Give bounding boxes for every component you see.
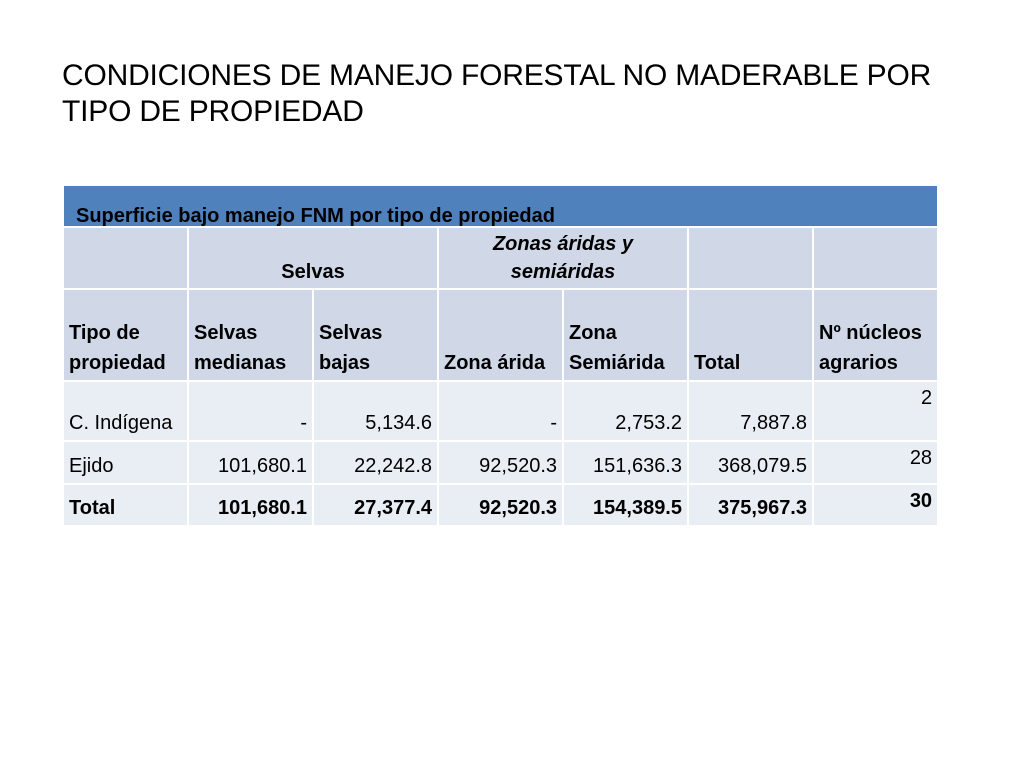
cell-total: 375,967.3 bbox=[688, 484, 813, 526]
table-row bbox=[63, 381, 938, 441]
column-header-total: Total bbox=[688, 289, 813, 381]
cell-total: 368,079.5 bbox=[688, 441, 813, 484]
cell-tipo: Ejido bbox=[63, 441, 188, 484]
cell-selvas-bajas: 22,242.8 bbox=[313, 441, 438, 484]
cell-nucleos: 2 bbox=[813, 381, 938, 441]
column-header-zona-semiarida: Zona Semiárida bbox=[563, 289, 688, 381]
cell-selvas-medianas: 101,680.1 bbox=[188, 484, 313, 526]
cell-total: 7,887.8 bbox=[688, 381, 813, 441]
cell-nucleos: 28 bbox=[813, 441, 938, 484]
group-header-zonas: Zonas áridas y semiáridas bbox=[438, 227, 688, 289]
table-row bbox=[63, 441, 938, 484]
cell-zona-semiarida: 154,389.5 bbox=[563, 484, 688, 526]
group-header-empty bbox=[813, 227, 938, 289]
cell-nucleos: 30 bbox=[813, 484, 938, 526]
table-caption: Superficie bajo manejo FNM por tipo de propiedad bbox=[63, 185, 938, 227]
slide-title: CONDICIONES DE MANEJO FORESTAL NO MADERABLE POR TIPO DE PROPIEDAD bbox=[62, 59, 932, 128]
cell-zona-arida: 92,520.3 bbox=[438, 484, 563, 526]
caption-row bbox=[63, 185, 938, 227]
column-header-zona-arida: Zona árida bbox=[438, 289, 563, 381]
cell-selvas-bajas: 5,134.6 bbox=[313, 381, 438, 441]
cell-zona-semiarida: 151,636.3 bbox=[563, 441, 688, 484]
cell-zona-arida: - bbox=[438, 381, 563, 441]
cell-selvas-medianas: 101,680.1 bbox=[188, 441, 313, 484]
cell-selvas-bajas: 27,377.4 bbox=[313, 484, 438, 526]
column-header-selvas-medianas: Selvas medianas bbox=[188, 289, 313, 381]
column-header-nucleos: Nº núcleos agrarios bbox=[813, 289, 938, 381]
group-header-empty bbox=[63, 227, 188, 289]
cell-tipo: C. Indígena bbox=[63, 381, 188, 441]
table-row-total bbox=[63, 484, 938, 526]
cell-zona-arida: 92,520.3 bbox=[438, 441, 563, 484]
cell-selvas-medianas: - bbox=[188, 381, 313, 441]
column-header-selvas-bajas: Selvas bajas bbox=[313, 289, 438, 381]
column-header-row bbox=[63, 289, 938, 381]
group-header-selvas: Selvas bbox=[188, 227, 438, 289]
column-header-tipo: Tipo de propiedad bbox=[63, 289, 188, 381]
group-header-row bbox=[63, 227, 938, 289]
cell-tipo: Total bbox=[63, 484, 188, 526]
cell-zona-semiarida: 2,753.2 bbox=[563, 381, 688, 441]
forest-management-table bbox=[62, 184, 939, 527]
group-header-empty bbox=[688, 227, 813, 289]
